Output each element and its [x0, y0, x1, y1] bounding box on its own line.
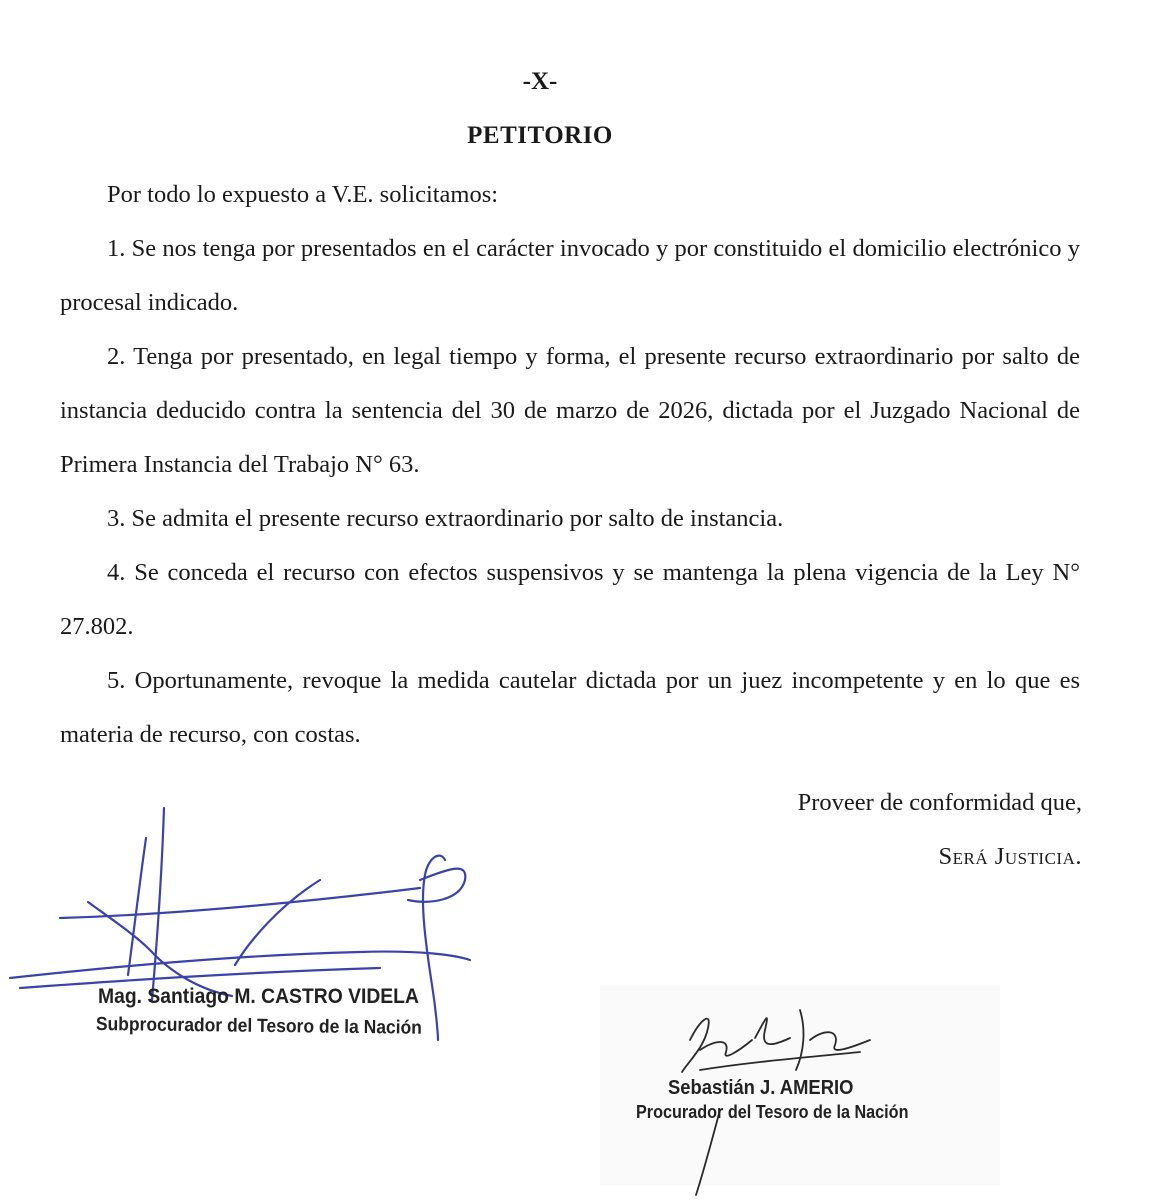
signature-2-title: Procurador del Tesoro de la Nación: [636, 1102, 909, 1122]
signature-2-name: Sebastián J. AMERIO: [668, 1077, 854, 1099]
section-title: PETITORIO: [467, 122, 613, 149]
petition-item-1: 1. Se nos tenga por presentados en el carácter invocado y por constituido el domicilio electrónico y procesal indicado.: [60, 235, 1080, 316]
signature-1-title: Subprocurador del Tesoro de la Nación: [95, 1014, 423, 1039]
petition-item-2: 2. Tenga por presentado, en legal tiempo y forma, el presente recurso extraordinario por salto de instancia deducido contra la sentencia del 30 de marzo de 2026, dictada por el Juzgado Nacional de Primera Instancia del Trabajo N° 63.: [60, 343, 1080, 478]
section-number: -X-: [522, 68, 558, 95]
closing-sign: Será Justicia.: [938, 843, 1082, 870]
petition-item-5: 5. Oportunamente, revoque la medida cautelar dictada por un juez incompetente y en lo que es materia de recurso, con costas.: [60, 667, 1080, 748]
petition-item-4: 4. Se conceda el recurso con efectos suspensivos y se mantenga la plena vigencia de la Ley N° 27.802.: [60, 559, 1080, 640]
intro-paragraph: Por todo lo expuesto a V.E. solicitamos:: [107, 181, 499, 208]
signature-1-name: Mag. Santiago M. CASTRO VIDELA: [98, 985, 419, 1008]
closing-line: Proveer de conformidad que,: [797, 789, 1082, 816]
petition-item-3: 3. Se admita el presente recurso extraordinario por salto de instancia.: [107, 505, 784, 532]
